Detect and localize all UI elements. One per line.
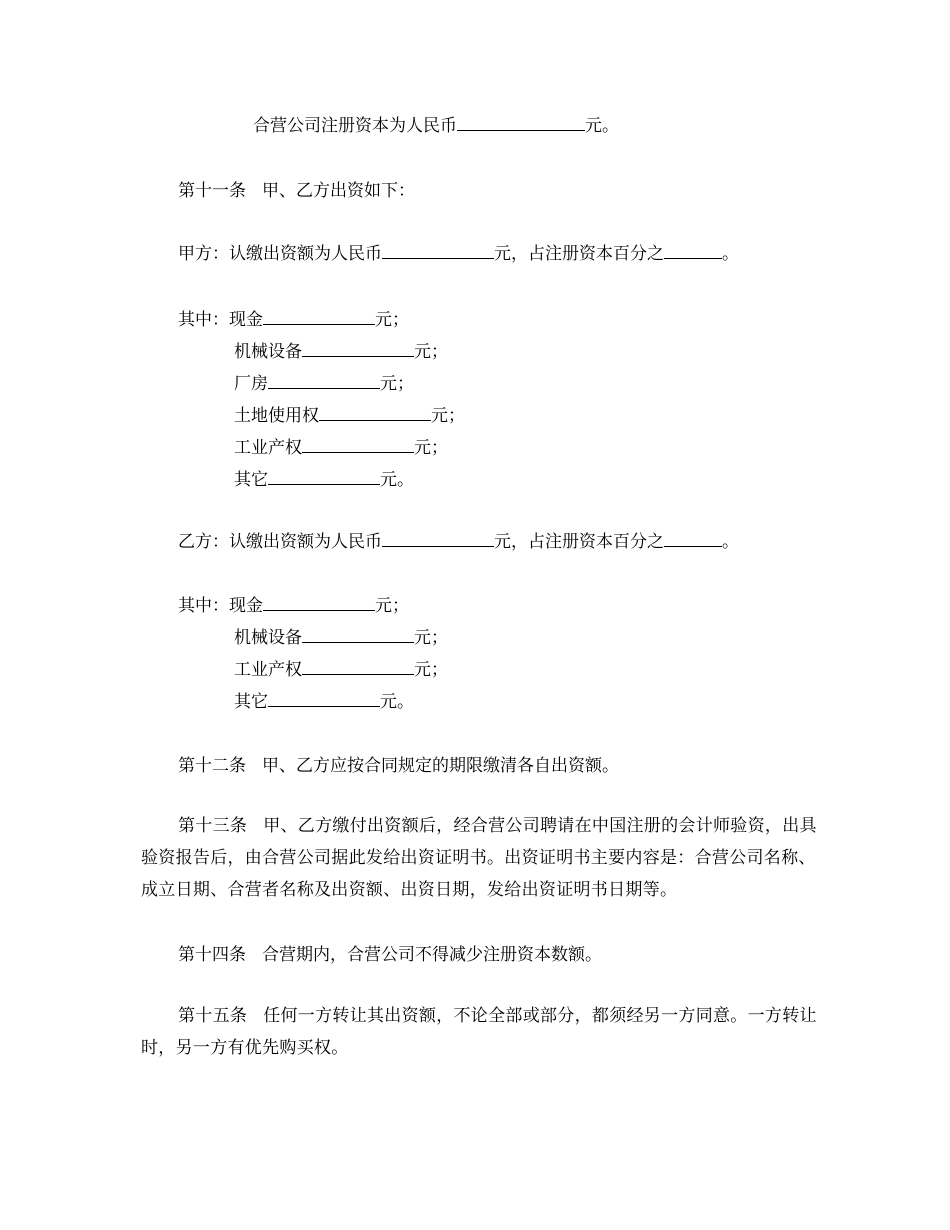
party-b-item-blank[interactable] <box>263 594 375 611</box>
party-a-item-suffix: 元； <box>375 310 409 330</box>
party-a-breakdown-label: 其中： <box>178 310 229 330</box>
article-15-text: 任何一方转让其出资额，不论全部或部分，都须经另一方同意。一方转让时，另一方有优先购买权。 <box>141 1006 817 1058</box>
capital-prefix: 合营公司注册资本为人民币 <box>253 116 457 136</box>
party-a-contribution <box>178 242 739 265</box>
party-b-text1: 认缴出资额为人民币 <box>229 532 382 552</box>
party-a-percent-blank[interactable] <box>664 242 722 259</box>
party-b-item-blank[interactable] <box>302 658 414 675</box>
party-a-item-blank[interactable] <box>263 308 375 325</box>
party-a-amount-blank[interactable] <box>382 242 494 259</box>
party-a-item-row <box>234 372 414 395</box>
party-b-percent-blank[interactable] <box>664 530 722 547</box>
article-15-title: 第十五条 <box>178 1006 248 1026</box>
party-b-item-name: 现金 <box>229 596 263 616</box>
party-a-item-name: 其它 <box>234 470 268 490</box>
party-b-item-row <box>234 626 448 649</box>
article-14-text: 合营期内，合营公司不得减少注册资本数额。 <box>262 945 602 965</box>
party-b-item-name: 机械设备 <box>234 628 302 648</box>
party-a-item-suffix: 元； <box>380 374 414 394</box>
party-a-text2: 元，占注册资本百分之 <box>494 244 664 264</box>
party-b-item-suffix: 元； <box>414 628 448 648</box>
party-b-item-name: 工业产权 <box>234 660 302 680</box>
capital-amount-blank[interactable] <box>457 114 585 131</box>
article-11-title: 第十一条 <box>178 181 246 201</box>
capital-suffix: 元。 <box>585 116 619 136</box>
party-a-item-blank[interactable] <box>268 372 380 389</box>
party-a-text1: 认缴出资额为人民币 <box>229 244 382 264</box>
party-a-item-blank[interactable] <box>302 340 414 357</box>
party-b-item-name: 其它 <box>234 692 268 712</box>
party-a-item-row <box>234 436 448 459</box>
party-b-item-suffix: 元； <box>414 660 448 680</box>
party-a-item-name: 机械设备 <box>234 342 302 362</box>
article-15 <box>141 1000 831 1064</box>
article-12 <box>178 755 619 777</box>
party-a-item-blank[interactable] <box>268 468 380 485</box>
party-a-item-name: 工业产权 <box>234 438 302 458</box>
party-a-item-name: 土地使用权 <box>234 406 319 426</box>
registered-capital-line <box>253 114 619 137</box>
party-a-label: 甲方： <box>178 244 229 264</box>
article-12-title: 第十二条 <box>178 756 246 776</box>
party-a-item-suffix: 元； <box>414 438 448 458</box>
party-b-item-blank[interactable] <box>268 690 380 707</box>
party-b-breakdown-label: 其中： <box>178 596 229 616</box>
party-b-contribution <box>178 530 739 553</box>
article-13 <box>141 810 831 906</box>
party-a-item-row <box>234 404 465 427</box>
party-b-label: 乙方： <box>178 532 229 552</box>
article-13-title: 第十三条 <box>178 816 248 836</box>
party-b-item-suffix: 元。 <box>380 692 414 712</box>
party-a-item-row <box>178 308 409 331</box>
party-b-item-row <box>178 594 409 617</box>
article-12-text: 甲、乙方应按合同规定的期限缴清各自出资额。 <box>262 756 619 776</box>
article-14-title: 第十四条 <box>178 945 246 965</box>
party-b-item-blank[interactable] <box>302 626 414 643</box>
party-b-item-row <box>234 690 414 713</box>
party-b-item-row <box>234 658 448 681</box>
party-b-text3: 。 <box>722 532 739 552</box>
party-a-item-name: 厂房 <box>234 374 268 394</box>
party-a-item-row <box>234 340 448 363</box>
party-a-item-blank[interactable] <box>302 436 414 453</box>
party-a-item-suffix: 元； <box>414 342 448 362</box>
party-b-text2: 元，占注册资本百分之 <box>494 532 664 552</box>
party-b-amount-blank[interactable] <box>382 530 494 547</box>
party-a-item-name: 现金 <box>229 310 263 330</box>
party-a-text3: 。 <box>722 244 739 264</box>
article-11-text: 甲、乙方出资如下： <box>262 181 415 201</box>
article-14 <box>178 944 602 966</box>
party-a-item-suffix: 元； <box>431 406 465 426</box>
party-b-item-suffix: 元； <box>375 596 409 616</box>
party-a-item-blank[interactable] <box>319 404 431 421</box>
article-13-text: 甲、乙方缴付出资额后，经合营公司聘请在中国注册的会计师验资，出具验资报告后，由合营公司据此发给出资证明书。出资证明书主要内容是：合营公司名称、成立日期、合营者名称及出资额、出资日期，发给出资证明书日期等。 <box>141 816 817 900</box>
party-a-item-suffix: 元。 <box>380 470 414 490</box>
party-a-item-row <box>234 468 414 491</box>
article-11 <box>178 180 415 202</box>
